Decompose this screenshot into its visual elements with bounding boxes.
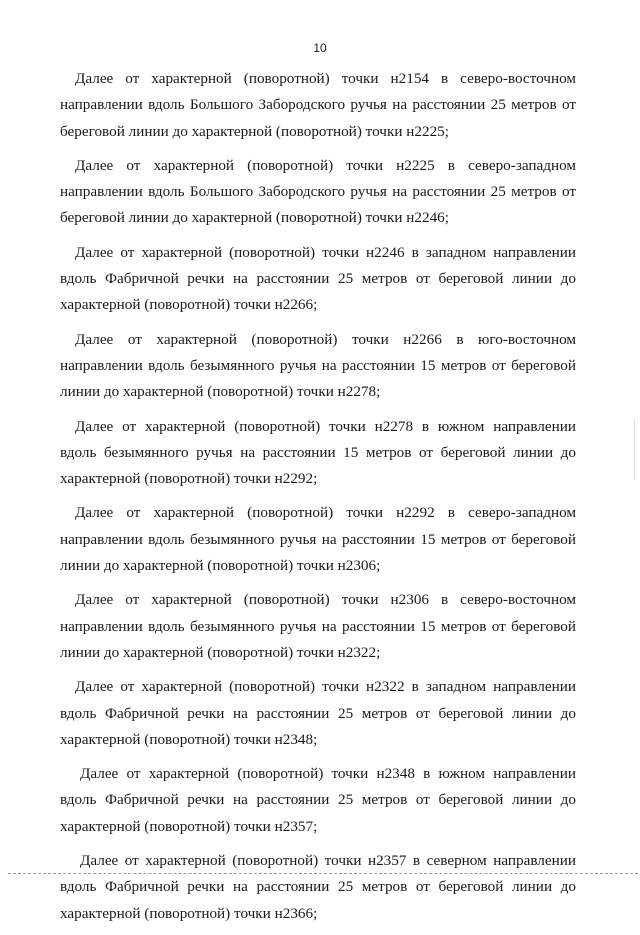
paragraph-7: Далее от характерной (поворотной) точки н2306 в северо-восточном направлении вдоль безымянного ручья на расстоянии 15 метров от береговой линии до характерной (поворотной) точки н2322; [60,591,576,661]
paragraph-3: Далее от характерной (поворотной) точки н2246 в западном направлении вдоль Фабричной речки на расстоянии 25 метров от береговой линии до характерной (поворотной) точки н2266; [60,243,576,314]
scan-margin-mark [634,420,636,480]
scan-bottom-rule [8,873,638,874]
page-number: 10 [313,41,327,55]
paragraph-6: Далее от характерной (поворотной) точки н2292 в северо-западном направлении вдоль безымянного ручья на расстоянии 15 метров от береговой линии до характерной (поворотной) точки н2306; [60,504,576,575]
paragraph-9: Далее от характерной (поворотной) точки н2348 в южном направлении вдоль Фабричной речки на расстоянии 25 метров от береговой линии до характерной (поворотной) точки н2357; [60,765,576,835]
paragraph-8: Далее от характерной (поворотной) точки н2322 в западном направлении вдоль Фабричной речки на расстоянии 25 метров от береговой линии до характерной (поворотной) точки н2348; [60,678,576,748]
paragraph-10: Далее от характерной (поворотной) точки н2357 в северном направлении вдоль Фабричной речки на расстоянии 25 метров от береговой линии до характерной (поворотной) точки н2366; [60,852,576,922]
paragraph-2: Далее от характерной (поворотной) точки н2225 в северо-западном направлении вдоль Большого Забородского ручья на расстоянии 25 метров от береговой линии до характерной (поворотной) точки н2246; [60,156,576,227]
paragraph-5: Далее от характерной (поворотной) точки н2278 в южном направлении вдоль безымянного ручья на расстоянии 15 метров от береговой линии до характерной (поворотной) точки н2292; [60,417,576,488]
document-body [60,66,576,935]
paragraph-4: Далее от характерной (поворотной) точки н2266 в юго-восточном направлении вдоль безымянного ручья на расстоянии 15 метров от береговой линии до характерной (поворотной) точки н2278; [60,330,576,401]
paragraph-1: Далее от характерной (поворотной) точки н2154 в северо-восточном направлении вдоль Большого Забородского ручья на расстоянии 25 метров от береговой линии до характерной (поворотной) точки н2225; [60,70,576,140]
